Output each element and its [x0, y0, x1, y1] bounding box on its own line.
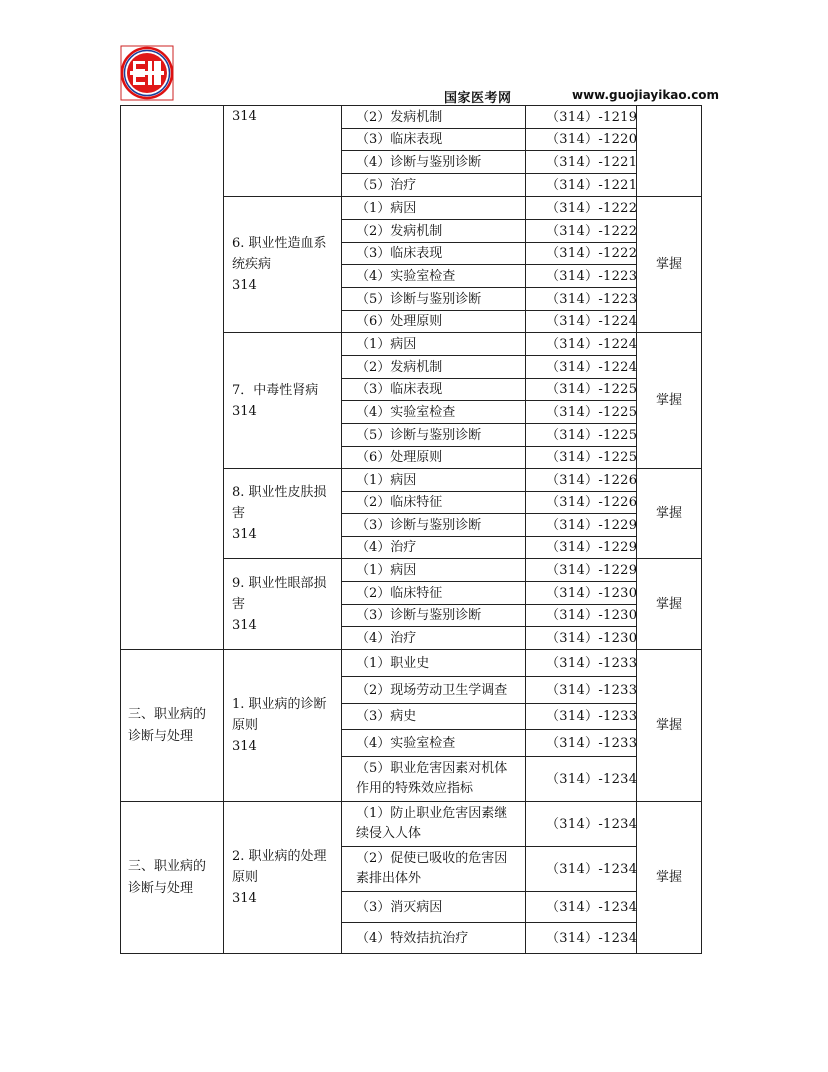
item-text: （3）临床表现 — [342, 243, 526, 265]
item-text: （4）实验室检查 — [342, 265, 526, 288]
item-page: （314）-1233 — [526, 704, 637, 730]
table-row — [121, 802, 702, 847]
item-page: （314）-1223 — [526, 265, 637, 288]
item-page: （314）-1221 — [526, 174, 637, 197]
item-text: （3）病史 — [342, 704, 526, 730]
item-page: （314）-1230 — [526, 627, 637, 650]
item-page: （314）-1234 — [526, 757, 637, 802]
item-text: （4）实验室检查 — [342, 730, 526, 757]
topic-code: 314 — [232, 403, 257, 419]
site-url: www.guojiayikao.com — [572, 88, 720, 102]
unit-cell — [121, 106, 224, 650]
item-page: （314）-1224 — [526, 311, 637, 333]
requirement-cell — [637, 106, 702, 197]
topic-code: 314 — [232, 278, 257, 293]
item-text: （3）临床表现 — [342, 379, 526, 401]
item-page: （314）-1219 — [526, 106, 637, 129]
topic-cell — [224, 469, 342, 559]
unit-cell: 三、职业病的诊断与处理 — [121, 650, 224, 802]
item-page: （314）-1225 — [526, 424, 637, 447]
site-logo — [120, 45, 174, 101]
item-page: （314）-1226 — [526, 469, 637, 492]
topic-title: 2. 职业病的处理原则 — [232, 849, 327, 885]
item-page: （314）-1234 — [526, 847, 637, 892]
item-text: （4）治疗 — [342, 537, 526, 559]
item-text: （2）促使已吸收的危害因素排出体外 — [342, 847, 526, 892]
item-page: （314）-1224 — [526, 356, 637, 379]
requirement-cell: 掌握 — [637, 559, 702, 650]
item-page: （314）-1225 — [526, 447, 637, 469]
item-page: （314）-1230 — [526, 582, 637, 605]
item-text: （1）病因 — [342, 197, 526, 220]
topic-cell — [224, 333, 342, 469]
item-page: （314）-1229 — [526, 559, 637, 582]
item-page: （314）-1222 — [526, 197, 637, 220]
item-page: （314）-1222 — [526, 220, 637, 243]
item-text: （3）诊断与鉴别诊断 — [342, 514, 526, 537]
item-page: （314）-1230 — [526, 605, 637, 627]
syllabus-table — [120, 105, 702, 954]
requirement-cell: 掌握 — [637, 802, 702, 954]
requirement-cell: 掌握 — [637, 650, 702, 802]
item-page: （314）-1234 — [526, 923, 637, 954]
item-page: （314）-1234 — [526, 802, 637, 847]
table-row — [121, 650, 702, 677]
topic-title: 7．中毒性肾病 — [232, 382, 319, 398]
item-page: （314）-1224 — [526, 333, 637, 356]
item-text: （5）治疗 — [342, 174, 526, 197]
item-page: （314）-1225 — [526, 401, 637, 424]
item-page: （314）-1229 — [526, 537, 637, 559]
item-text: （5）职业危害因素对机体作用的特殊效应指标 — [342, 757, 526, 802]
item-text: （6）处理原则 — [342, 311, 526, 333]
item-text: （4）治疗 — [342, 627, 526, 650]
item-text: （3）临床表现 — [342, 129, 526, 151]
item-text: （4）诊断与鉴别诊断 — [342, 151, 526, 174]
topic-title: 8. 职业性皮肤损害 — [232, 485, 327, 521]
topic-title: 9. 职业性眼部损害 — [232, 575, 327, 612]
topic-code: 314 — [232, 527, 257, 542]
item-text: （1）病因 — [342, 333, 526, 356]
item-text: （1）防止职业危害因素继续侵入人体 — [342, 802, 526, 847]
item-page: （314）-1233 — [526, 650, 637, 677]
item-text: （2）临床特征 — [342, 492, 526, 514]
topic-cell — [224, 197, 342, 333]
item-text: （2）发病机制 — [342, 220, 526, 243]
topic-code: 314 — [232, 617, 257, 633]
item-page: （314）-1234 — [526, 892, 637, 923]
item-text: （4）特效拮抗治疗 — [342, 923, 526, 954]
item-page: （314）-1221 — [526, 151, 637, 174]
item-text: （1）病因 — [342, 469, 526, 492]
item-text: （1）职业史 — [342, 650, 526, 677]
item-text: （2）发病机制 — [342, 356, 526, 379]
item-text: （2）发病机制 — [342, 106, 526, 129]
topic-cell — [224, 559, 342, 650]
site-name: 国家医考网 — [444, 91, 512, 106]
item-text: （6）处理原则 — [342, 447, 526, 469]
item-page: （314）-1226 — [526, 492, 637, 514]
item-page: （314）-1229 — [526, 514, 637, 537]
topic-cell — [224, 650, 342, 802]
requirement-cell: 掌握 — [637, 333, 702, 469]
item-page: （314）-1233 — [526, 730, 637, 757]
topic-title: 6. 职业性造血系统疾病 — [232, 236, 327, 272]
item-text: （1）病因 — [342, 559, 526, 582]
requirement-cell: 掌握 — [637, 469, 702, 559]
topic-code: 314 — [232, 739, 257, 754]
unit-cell: 三、职业病的诊断与处理 — [121, 802, 224, 954]
item-page: （314）-1223 — [526, 288, 637, 311]
topic-title: 1. 职业病的诊断原则 — [232, 697, 327, 733]
topic-cell — [224, 106, 342, 197]
table-row — [121, 106, 702, 129]
item-page: （314）-1225 — [526, 379, 637, 401]
item-text: （2）临床特征 — [342, 582, 526, 605]
item-text: （3）消灭病因 — [342, 892, 526, 923]
item-page: （314）-1222 — [526, 243, 637, 265]
topic-cell — [224, 802, 342, 954]
topic-title: 314 — [232, 109, 257, 124]
item-text: （3）诊断与鉴别诊断 — [342, 605, 526, 627]
item-text: （5）诊断与鉴别诊断 — [342, 424, 526, 447]
item-text: （5）诊断与鉴别诊断 — [342, 288, 526, 311]
item-text: （2）现场劳动卫生学调查 — [342, 677, 526, 704]
item-page: （314）-1233 — [526, 677, 637, 704]
topic-code: 314 — [232, 891, 257, 906]
item-text: （4）实验室检查 — [342, 401, 526, 424]
item-page: （314）-1220 — [526, 129, 637, 151]
requirement-cell: 掌握 — [637, 197, 702, 333]
